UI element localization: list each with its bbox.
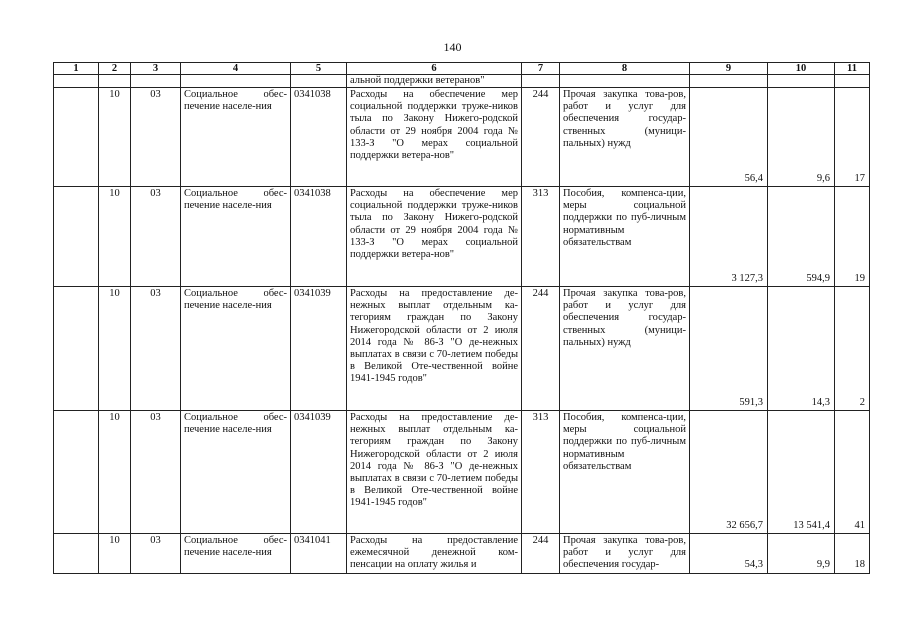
- continuation-row: [54, 75, 870, 88]
- cell-expense-name: Прочая закупка това-ров, работ и услуг для обеспечения государ-ственных (муници-пальных) нужд: [560, 287, 690, 411]
- cell-subsection: 03: [131, 411, 181, 534]
- budget-table: [53, 62, 870, 574]
- cell-target-code: 0341038: [291, 88, 347, 187]
- col-header-1: 1: [54, 63, 99, 75]
- cell-expense-name: Прочая закупка това-ров, работ и услуг для обеспечения государ-: [560, 534, 690, 574]
- cell-subsection: 03: [131, 88, 181, 187]
- cell-section: 10: [99, 187, 131, 287]
- table-row: [54, 287, 870, 411]
- cell-amount-10: 594,9: [768, 187, 835, 287]
- cell-col1: [54, 287, 99, 411]
- cell-target-code: 0341039: [291, 411, 347, 534]
- cell-amount-11: 41: [835, 411, 870, 534]
- cell-expense-name: Прочая закупка това-ров, работ и услуг для обеспечения государ-ственных (муници-пальных) нужд: [560, 88, 690, 187]
- cell-expense-name: Пособия, компенса-ции, меры социальной поддержки по пуб-личным нормативным обязательствам: [560, 187, 690, 287]
- table-row: [54, 411, 870, 534]
- cell-amount-10: 9,9: [768, 534, 835, 574]
- page-number: 140: [443, 40, 462, 54]
- cell-amount-9: 3 127,3: [690, 187, 768, 287]
- cell-amount-11: 19: [835, 187, 870, 287]
- cell-subsection: 03: [131, 187, 181, 287]
- cell-amount-10: 13 541,4: [768, 411, 835, 534]
- cell-section: 10: [99, 411, 131, 534]
- cell-amount-11: 17: [835, 88, 870, 187]
- cell-section-name: Социальное обес-печение населе-ния: [181, 411, 291, 534]
- cell-section-name: Социальное обес-печение населе-ния: [181, 534, 291, 574]
- cell-section-name: Социальное обес-печение населе-ния: [181, 88, 291, 187]
- cell-expense-code: 244: [522, 287, 560, 411]
- col-header-4: 4: [181, 63, 291, 75]
- table-row: [54, 88, 870, 187]
- cell-target-code: 0341041: [291, 534, 347, 574]
- cell-col1: [54, 411, 99, 534]
- continuation-text: альной поддержки ветеранов": [347, 75, 522, 88]
- cell-section: 10: [99, 287, 131, 411]
- col-header-9: 9: [690, 63, 768, 75]
- cell-amount-10: 9,6: [768, 88, 835, 187]
- cell-col1: [54, 534, 99, 574]
- table-row: [54, 534, 870, 574]
- cell-subsection: 03: [131, 287, 181, 411]
- cell-amount-9: 56,4: [690, 88, 768, 187]
- cell-amount-11: 2: [835, 287, 870, 411]
- cell-expense-name: Пособия, компенса-ции, меры социальной поддержки по пуб-личным нормативным обязательствам: [560, 411, 690, 534]
- cell-section-name: Социальное обес-печение населе-ния: [181, 187, 291, 287]
- cell-amount-11: 18: [835, 534, 870, 574]
- cell-description: Расходы на обеспечение мер социальной поддержки труже-ников тыла по Закону Нижего-родской области от 29 ноября 2004 года № 133-З "О мерах социальной поддержки ветера-нов": [347, 88, 522, 187]
- cell-amount-9: 54,3: [690, 534, 768, 574]
- col-header-5: 5: [291, 63, 347, 75]
- cell-section: 10: [99, 88, 131, 187]
- cell-amount-9: 591,3: [690, 287, 768, 411]
- col-header-10: 10: [768, 63, 835, 75]
- header-row: [54, 63, 870, 75]
- cell-expense-code: 244: [522, 534, 560, 574]
- col-header-3: 3: [131, 63, 181, 75]
- cell-section: 10: [99, 534, 131, 574]
- cell-expense-code: 313: [522, 411, 560, 534]
- cell-col1: [54, 187, 99, 287]
- cell-expense-code: 313: [522, 187, 560, 287]
- cell-description: Расходы на предоставление де-нежных выплат отдельным ка-тегориям граждан по Закону Нижегородской области от 2 июля 2014 года № 86-З "О де-нежных выплатах в связи с 70-летием победы в Великой Оте-чественной войне 1941-1945 годов": [347, 411, 522, 534]
- cell-description: Расходы на предоставление ежемесячной денежной ком-пенсации на оплату жилья и: [347, 534, 522, 574]
- cell-amount-10: 14,3: [768, 287, 835, 411]
- cell-amount-9: 32 656,7: [690, 411, 768, 534]
- cell-target-code: 0341038: [291, 187, 347, 287]
- cell-col1: [54, 88, 99, 187]
- col-header-6: 6: [347, 63, 522, 75]
- col-header-11: 11: [835, 63, 870, 75]
- col-header-7: 7: [522, 63, 560, 75]
- cell-target-code: 0341039: [291, 287, 347, 411]
- cell-expense-code: 244: [522, 88, 560, 187]
- col-header-2: 2: [99, 63, 131, 75]
- table-row: [54, 187, 870, 287]
- cell-subsection: 03: [131, 534, 181, 574]
- cell-description: Расходы на предоставление де-нежных выплат отдельным ка-тегориям граждан по Закону Нижегородской области от 2 июля 2014 года № 86-З "О де-нежных выплатах в связи с 70-летием победы в Великой Оте-чественной войне 1941-1945 годов": [347, 287, 522, 411]
- cell-description: Расходы на обеспечение мер социальной поддержки труже-ников тыла по Закону Нижего-родской области от 29 ноября 2004 года № 133-З "О мерах социальной поддержки ветера-нов": [347, 187, 522, 287]
- col-header-8: 8: [560, 63, 690, 75]
- cell-section-name: Социальное обес-печение населе-ния: [181, 287, 291, 411]
